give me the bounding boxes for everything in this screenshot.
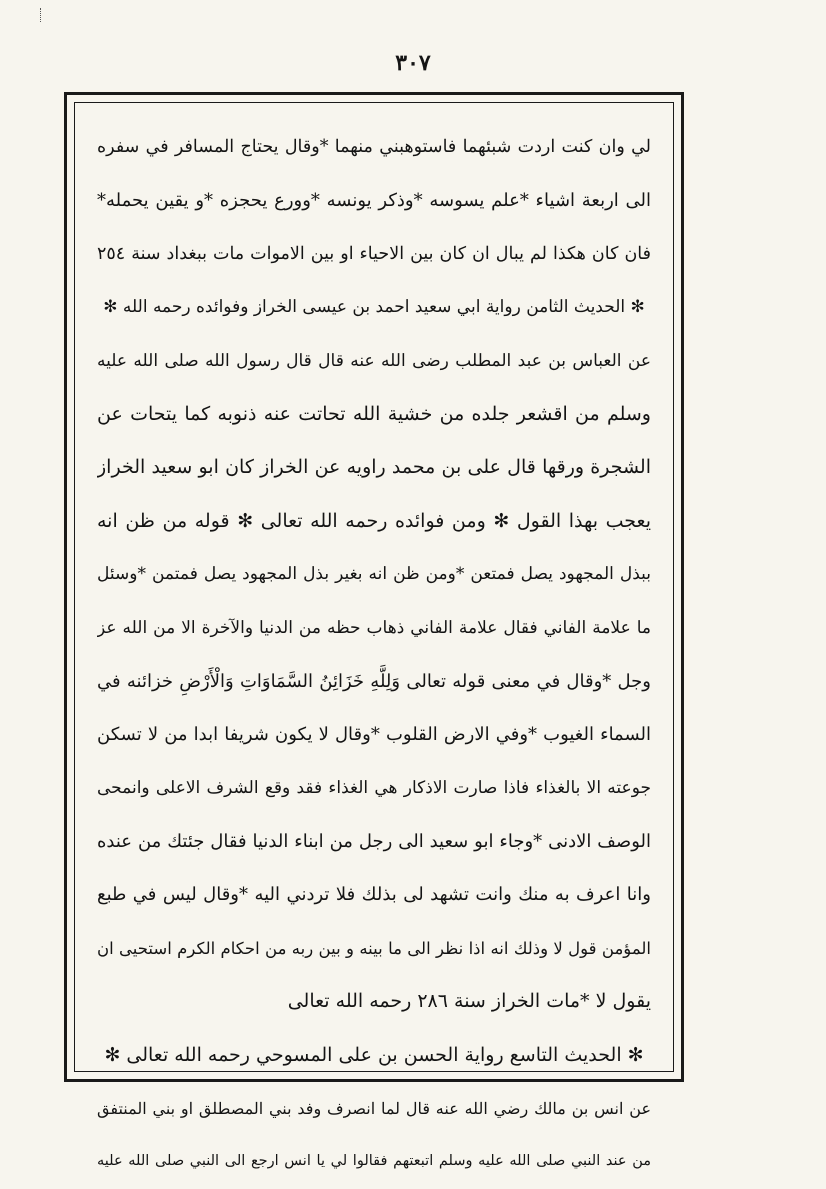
page-frame-inner <box>74 102 674 1170</box>
text-line: الى اربعة اشياء *علم يسوسه *وذكر يونسه *وورع يحجزه *و يقين يحمله* <box>97 190 651 212</box>
text-line: وسلم من اقشعر جلده من خشية الله تحاتت عنه ذنوبه كما يتحات عن <box>97 402 651 425</box>
text-line: وانا اعرف به منك وانت تشهد لى بذلك فلا تردني اليه *وقال ليس في طبع <box>97 884 651 906</box>
text-line: يقول لا *مات الخراز سنة ٢٨٦ رحمه الله تعالى <box>287 990 651 1013</box>
text-line: المؤمن قول لا وذلك انه اذا نظر الى ما بينه و بين ربه من احكام الكرم استحيى ان <box>97 938 651 958</box>
text-line: ببذل المجهود يصل فمتعن *ومن ظن انه بغير بذل المجهود يصل فمتمن *وسئل <box>97 564 651 585</box>
text-line: من عند النبي صلى الله عليه وسلم اتبعتهم فقالوا لي يا انس ارجع الى النبي صلى الله عليه <box>97 1153 651 1170</box>
text-line: لي وان كنت اردت شبئهما فاستوهبني منهما *وقال يحتاج المسافر في سفره <box>97 137 651 157</box>
text-line: عن انس بن مالك رضي الله عنه قال لما انصرف وفد بني المصطلق او بني المنتفق <box>97 1099 651 1119</box>
text-line: ما علامة الفاني فقال علامة الفاني ذهاب حظه من الدنيا والآخرة الا من الله عز <box>97 617 651 638</box>
text-body <box>97 121 651 1189</box>
text-line: الشجرة ورقها قال على بن محمد راويه عن الخراز كان ابو سعيد الخراز <box>97 456 651 479</box>
text-line: عن العباس بن عبد المطلب رضى الله عنه قال قال رسول الله صلى الله عليه <box>97 350 651 371</box>
text-line: وجل *وقال في معنى قوله تعالى وَلِلَّهِ خَزَائِنُ السَّمَاوَاتِ وَالْأَرْضِ خزائنه في <box>97 670 651 692</box>
page-number: ٣٠٧ <box>395 50 431 76</box>
section-heading: ✻ الحديث التاسع رواية الحسن بن على المسوحي رحمه الله تعالى ✻ <box>104 1043 644 1066</box>
section-heading: ✻ الحديث الثامن رواية ابي سعيد احمد بن عيسى الخراز وفوائده رحمه الله ✻ <box>103 297 645 318</box>
text-line: الوصف الادنى *وجاء ابو سعيد الى رجل من ابناء الدنيا فقال جئتك من عنده <box>97 831 651 853</box>
page-frame <box>64 92 684 1170</box>
text-line: السماء الغيوب *وفي الارض القلوب *وقال لا يكون شريفا ابدا من لا تسكن <box>97 724 651 746</box>
margin-mark <box>40 8 45 22</box>
text-line: يعجب بهذا القول ✻ ومن فوائده رحمه الله تعالى ✻ قوله من ظن انه <box>97 509 651 532</box>
text-line: جوعته الا بالغذاء فاذا صارت الاذكار هي الغذاء فقد وقع الشرف الاعلى وانمحى <box>97 777 651 798</box>
text-line: فان كان هكذا لم يبال ان كان بين الاحياء او بين الاموات مات ببغداد سنة ٢٥٤ <box>97 243 651 264</box>
